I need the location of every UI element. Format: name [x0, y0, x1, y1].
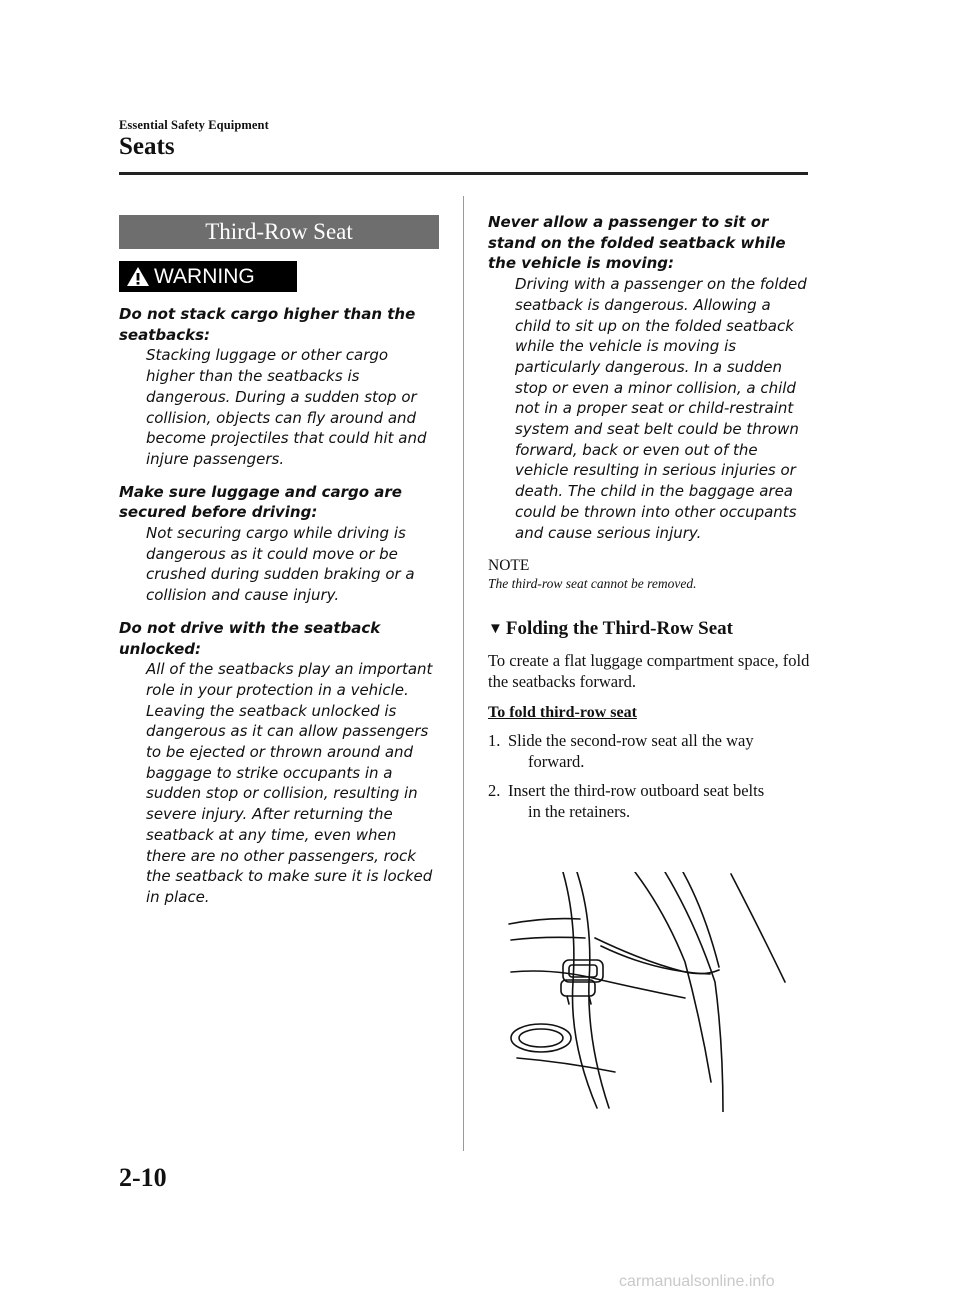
warning-item — [119, 482, 439, 606]
step-number: 2. — [488, 781, 501, 801]
page-title: Seats — [119, 133, 175, 160]
left-column — [119, 215, 439, 908]
right-column — [488, 212, 810, 822]
step-text: Insert the third-row outboard seat belts — [508, 781, 765, 801]
warning-heading: Never allow a passenger to sit or stand on the folded seatback while the vehicle is moving: — [488, 213, 786, 273]
warning-label: WARNING — [154, 264, 255, 288]
intro-paragraph: To create a flat luggage compartment space, fold the seatbacks forward. — [488, 651, 810, 692]
warning-heading: Do not drive with the seatback unlocked: — [119, 618, 381, 658]
step-text-continued: in the retainers. — [528, 802, 631, 822]
step-number: 1. — [488, 731, 501, 751]
warning-heading: Make sure luggage and cargo are secured before driving: — [119, 482, 402, 522]
title-rule — [119, 172, 808, 175]
warning-body: All of the seatbacks play an important role in your protection in a vehicle. Leaving the seatback unlocked is dangerous as it can allow passengers to be ejected or thrown around and baggage to strike occupants in a sudden stop or collision, resulting in severe injury. After returning the seatback at any time, even when there are no other passengers, rock the seatback to make sure it is locked in place. — [146, 660, 433, 906]
warning-body: Driving with a passenger on the folded seatback is dangerous. Allowing a child to sit up on the folded seatback while the vehicle is moving is particularly dangerous. In a sudden stop or even a minor collision, a child not in a proper seat or child-restraint system and seat belt could be thrown forward, back or even out of the vehicle resulting in serious injuries or death. The child in the baggage area could be thrown into other occupants and cause serious injury. — [515, 275, 807, 542]
section-banner: Third-Row Seat — [119, 215, 439, 249]
subsection-heading-text: Folding the Third-Row Seat — [505, 618, 734, 640]
warning-triangle-icon — [126, 266, 150, 287]
note-label: NOTE — [488, 557, 530, 575]
step-text: Slide the second-row seat all the way — [508, 731, 754, 751]
page-number: 2-10 — [119, 1163, 167, 1192]
step-item — [488, 730, 810, 772]
warning-heading: Do not stack cargo higher than the seatbacks: — [119, 305, 416, 344]
step-text-continued: forward. — [528, 752, 585, 772]
section-label: Essential Safety Equipment — [119, 118, 269, 132]
triangle-down-icon: ▼ — [488, 620, 503, 637]
warning-item — [119, 304, 439, 470]
watermark: carmanualsonline.info — [619, 1273, 775, 1290]
column-divider — [463, 196, 464, 1151]
procedure-heading: To fold third-row seat — [488, 704, 637, 722]
step-item — [488, 780, 810, 822]
warning-item — [119, 618, 439, 908]
seat-belt-retainer-illustration — [505, 872, 795, 1112]
warning-item — [488, 212, 810, 543]
warning-body: Stacking luggage or other cargo higher than the seatbacks is dangerous. During a sudden stop or collision, objects can fly around and become projectiles that could hit and injure passengers. — [146, 346, 427, 468]
note-text: The third-row seat cannot be removed. — [488, 576, 697, 592]
warning-body: Not securing cargo while driving is dangerous as it could move or be crushed during sudden braking or a collision and cause injury. — [146, 524, 415, 605]
subsection-heading — [488, 618, 810, 640]
warning-badge — [119, 261, 297, 292]
